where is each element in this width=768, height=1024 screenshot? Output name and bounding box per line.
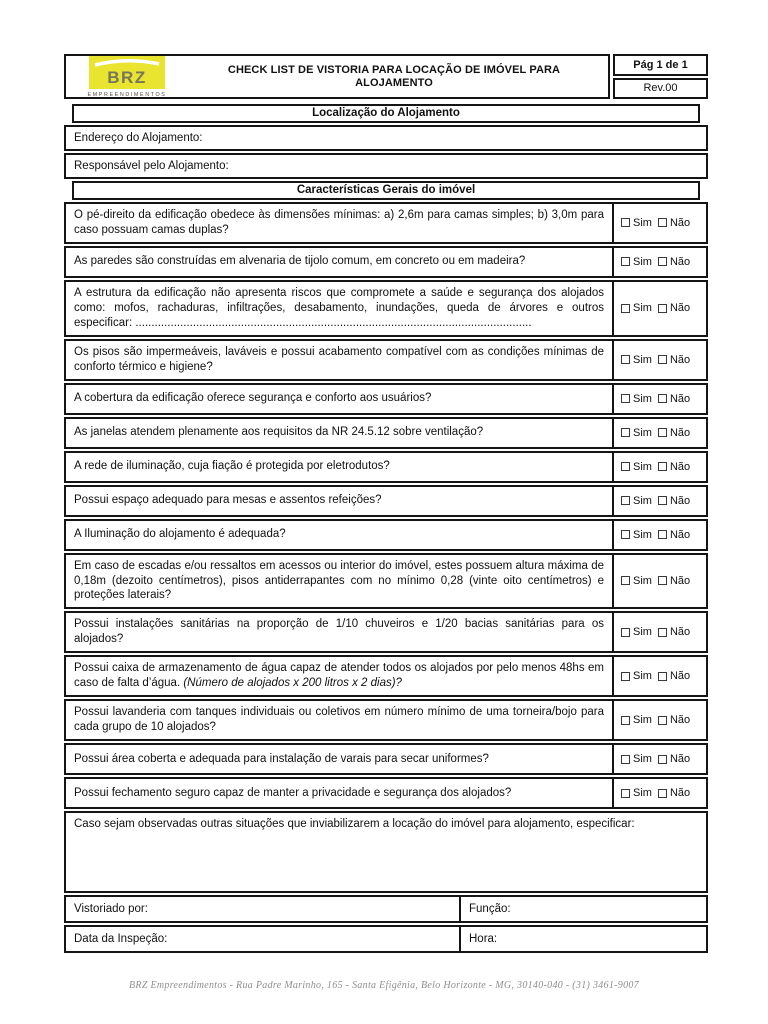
checkbox-sim-label: Sim xyxy=(633,574,652,587)
checkbox-sim[interactable] xyxy=(621,496,630,505)
signature-row-2 xyxy=(64,925,708,953)
question-text-cell xyxy=(66,657,612,695)
question-row xyxy=(64,246,708,278)
observations-area[interactable] xyxy=(64,811,708,893)
question-text-cell xyxy=(66,779,612,807)
brz-logo-image xyxy=(81,56,173,98)
checkbox-sim[interactable] xyxy=(621,755,630,764)
question-row xyxy=(64,743,708,775)
checkbox-nao-label: Não xyxy=(669,753,691,765)
checkbox-nao[interactable] xyxy=(658,530,667,539)
checkbox-nao-label: Não xyxy=(669,216,691,229)
checkbox-sim-label: Sim xyxy=(633,392,652,405)
brz-logo xyxy=(66,56,188,98)
question-row xyxy=(64,280,708,337)
question-text-cell xyxy=(66,745,612,773)
checkbox-nao[interactable] xyxy=(658,462,667,471)
funcao-cell xyxy=(459,897,706,921)
answer-cell xyxy=(612,657,706,695)
checkbox-sim[interactable] xyxy=(621,672,630,681)
answer-cell xyxy=(612,385,706,413)
checklist-form xyxy=(64,104,708,953)
question-row xyxy=(64,383,708,415)
answer-cell xyxy=(612,282,706,335)
checkbox-sim[interactable] xyxy=(621,576,630,585)
answer-cell xyxy=(612,701,706,739)
responsavel-label: Responsável pelo Alojamento: xyxy=(74,160,229,172)
checkbox-sim-label: Sim xyxy=(633,714,652,727)
question-text-cell xyxy=(66,248,612,276)
document-title: CHECK LIST DE VISTORIA PARA LOCAÇÃO DE IMÓVEL PARA ALOJAMENTO xyxy=(227,63,561,89)
checkbox-nao[interactable] xyxy=(658,218,667,227)
checkbox-sim-label: Sim xyxy=(633,626,652,639)
checkbox-sim[interactable] xyxy=(621,789,630,798)
question-text: A Iluminação do alojamento é adequada? xyxy=(74,528,286,541)
question-text-cell xyxy=(66,613,612,651)
checkbox-sim[interactable] xyxy=(621,530,630,539)
checkbox-nao-label: Não xyxy=(669,460,691,473)
question-text: Possui fechamento seguro capaz de manter a privacidade e segurança dos alojados? xyxy=(74,786,512,799)
checkbox-sim[interactable] xyxy=(621,355,630,364)
checkbox-nao[interactable] xyxy=(658,628,667,637)
question-text: A cobertura da edificação oferece segurança e conforto aos usuários? xyxy=(74,392,432,405)
page-number-cell: Pág 1 de 1 xyxy=(613,54,708,76)
endereco-label: Endereço do Alojamento: xyxy=(74,132,203,144)
answer-cell xyxy=(612,453,706,481)
revision-cell: Rev.00 xyxy=(613,78,708,100)
checkbox-sim-label: Sim xyxy=(633,528,652,541)
field-row-responsavel xyxy=(64,153,708,179)
question-text: Em caso de escadas e/ou ressaltos em acessos ou interior do imóvel, estes possuem altura máxima de 0,18m (dezoito centímetros), pisos antiderrapantes com no mínimo 0,28 (vinte oito centímetros) e proteções laterais? xyxy=(74,559,604,602)
question-text: As paredes são construídas em alvenaria de tijolo comum, em concreto ou em madeira? xyxy=(74,255,526,268)
question-row xyxy=(64,553,708,610)
checkbox-sim-label: Sim xyxy=(633,753,652,765)
question-text-cell xyxy=(66,419,612,447)
question-text-cell xyxy=(66,521,612,549)
checkbox-sim[interactable] xyxy=(621,304,630,313)
checkbox-nao[interactable] xyxy=(658,496,667,505)
answer-cell xyxy=(612,745,706,773)
question-text: Possui instalações sanitárias na proporção de 1/10 chuveiros e 1/20 bacias sanitárias para os alojados? xyxy=(74,618,604,646)
checkbox-nao[interactable] xyxy=(658,428,667,437)
question-text-cell xyxy=(66,487,612,515)
funcao-value[interactable] xyxy=(511,903,698,915)
signature-row-1 xyxy=(64,895,708,923)
endereco-value[interactable] xyxy=(203,131,698,145)
data-inspecao-label: Data da Inspeção: xyxy=(74,933,168,945)
question-row xyxy=(64,339,708,381)
question-row xyxy=(64,611,708,653)
question-row xyxy=(64,777,708,809)
checkbox-sim-label: Sim xyxy=(633,302,652,315)
checkbox-nao-label: Não xyxy=(669,714,691,727)
observations-label: Caso sejam observadas outras situações que inviabilizarem a locação do imóvel para alojamento, especificar: xyxy=(74,818,635,830)
question-text-cell xyxy=(66,701,612,739)
field-row-endereco xyxy=(64,125,708,151)
checkbox-nao[interactable] xyxy=(658,755,667,764)
answer-cell xyxy=(612,779,706,807)
section-header-localizacao: Localização do Alojamento xyxy=(72,104,700,123)
page-rev-column xyxy=(613,54,708,99)
answer-cell xyxy=(612,341,706,379)
question-row xyxy=(64,699,708,741)
checkbox-sim[interactable] xyxy=(621,716,630,725)
checkbox-sim-label: Sim xyxy=(633,216,652,229)
question-text-cell xyxy=(66,385,612,413)
question-text-cell xyxy=(66,282,612,335)
question-row xyxy=(64,202,708,244)
question-row xyxy=(64,485,708,517)
checkbox-sim[interactable] xyxy=(621,218,630,227)
svg-text:BRZ: BRZ xyxy=(107,67,147,87)
checkbox-sim[interactable] xyxy=(621,462,630,471)
brz-logo-subtext: EMPREENDIMENTOS xyxy=(87,91,167,98)
question-text: Possui lavanderia com tanques individuais ou coletivos em número mínimo de uma torneira/bojo para cada grupo de 10 alojados? xyxy=(74,706,604,734)
checkbox-nao-label: Não xyxy=(669,426,691,439)
data-inspecao-cell xyxy=(66,927,459,951)
checkbox-nao-label: Não xyxy=(669,353,691,366)
answer-cell xyxy=(612,204,706,242)
vistoriado-cell xyxy=(66,897,459,921)
checkbox-nao[interactable] xyxy=(658,355,667,364)
checkbox-nao[interactable] xyxy=(658,257,667,266)
checkbox-sim-label: Sim xyxy=(633,426,652,439)
section-header-caracteristicas: Características Gerais do imóvel xyxy=(72,181,700,200)
question-row xyxy=(64,417,708,449)
footer-address: BRZ Empreendimentos - Rua Padre Marinho, 165 - Santa Efigênia, Belo Horizonte - MG, 30140-040 - (31) 3461-9007 xyxy=(129,980,639,991)
vistoriado-label: Vistoriado por: xyxy=(74,903,148,915)
checkbox-nao-label: Não xyxy=(669,528,691,541)
hora-cell xyxy=(459,927,706,951)
checkbox-nao-label: Não xyxy=(669,670,691,683)
checkbox-sim-label: Sim xyxy=(633,353,652,366)
checkbox-sim[interactable] xyxy=(621,628,630,637)
question-text-italic: (Número de alojados x 200 litros x 2 dias)? xyxy=(183,677,402,690)
question-text: O pé-direito da edificação obedece às dimensões mínimas: a) 2,6m para camas simples; b) 3,0m para caso possuam camas duplas? xyxy=(74,209,604,236)
checkbox-nao[interactable] xyxy=(658,789,667,798)
question-text: Possui área coberta e adequada para instalação de varais para secar uniformes? xyxy=(74,752,489,765)
question-text-cell xyxy=(66,453,612,481)
answer-cell xyxy=(612,419,706,447)
question-text: A estrutura da edificação não apresenta riscos que compromete a saúde e segurança dos alojados como: mofos, rachaduras, infiltrações, desabamento, inundações, queda de árvores e outros especificar: ............................................................................................................................ xyxy=(74,286,604,329)
checkbox-nao-label: Não xyxy=(669,626,691,639)
question-text-cell xyxy=(66,555,612,608)
vistoriado-value[interactable] xyxy=(148,903,451,915)
checkbox-sim-label: Sim xyxy=(633,787,652,799)
hora-label: Hora: xyxy=(469,933,498,945)
question-row xyxy=(64,655,708,697)
question-text: Possui caixa de armazenamento de água capaz de atender todos os alojados por pelo menos 48hs em caso de falta d’água. xyxy=(74,662,604,690)
checkbox-sim[interactable] xyxy=(621,394,630,403)
checkbox-nao[interactable] xyxy=(658,304,667,313)
header-title-cell xyxy=(64,54,610,99)
checkbox-nao-label: Não xyxy=(669,574,691,587)
checkbox-nao[interactable] xyxy=(658,672,667,681)
checkbox-sim-label: Sim xyxy=(633,494,652,507)
checkbox-sim-label: Sim xyxy=(633,460,652,473)
checkbox-nao-label: Não xyxy=(669,787,691,799)
data-inspecao-value[interactable] xyxy=(167,933,451,945)
question-text: A rede de iluminação, cuja fiação é protegida por eletrodutos? xyxy=(74,460,390,473)
checkbox-nao[interactable] xyxy=(658,576,667,585)
question-text: As janelas atendem plenamente aos requisitos da NR 24.5.12 sobre ventilação? xyxy=(74,426,484,439)
checkbox-nao-label: Não xyxy=(669,392,691,405)
checkbox-nao-label: Não xyxy=(669,255,691,268)
answer-cell xyxy=(612,248,706,276)
question-text-cell xyxy=(66,204,612,242)
checkbox-sim-label: Sim xyxy=(633,255,652,268)
answer-cell xyxy=(612,555,706,608)
question-row xyxy=(64,519,708,551)
checkbox-nao-label: Não xyxy=(669,302,691,315)
checkbox-nao-label: Não xyxy=(669,494,691,507)
question-text: Os pisos são impermeáveis, laváveis e possui acabamento compatível com as condições mínimas de conforto térmico e higiene? xyxy=(74,345,604,373)
checkbox-sim-label: Sim xyxy=(633,670,652,683)
checkbox-sim[interactable] xyxy=(621,257,630,266)
checkbox-sim[interactable] xyxy=(621,428,630,437)
answer-cell xyxy=(612,521,706,549)
checkbox-nao[interactable] xyxy=(658,716,667,725)
document-header xyxy=(64,54,708,99)
answer-cell xyxy=(612,613,706,651)
checkbox-nao[interactable] xyxy=(658,394,667,403)
question-text-cell xyxy=(66,341,612,379)
hora-value[interactable] xyxy=(497,933,698,945)
answer-cell xyxy=(612,487,706,515)
question-text: Possui espaço adequado para mesas e assentos refeições? xyxy=(74,494,382,507)
funcao-label: Função: xyxy=(469,903,511,915)
responsavel-value[interactable] xyxy=(229,159,698,173)
question-row xyxy=(64,451,708,483)
